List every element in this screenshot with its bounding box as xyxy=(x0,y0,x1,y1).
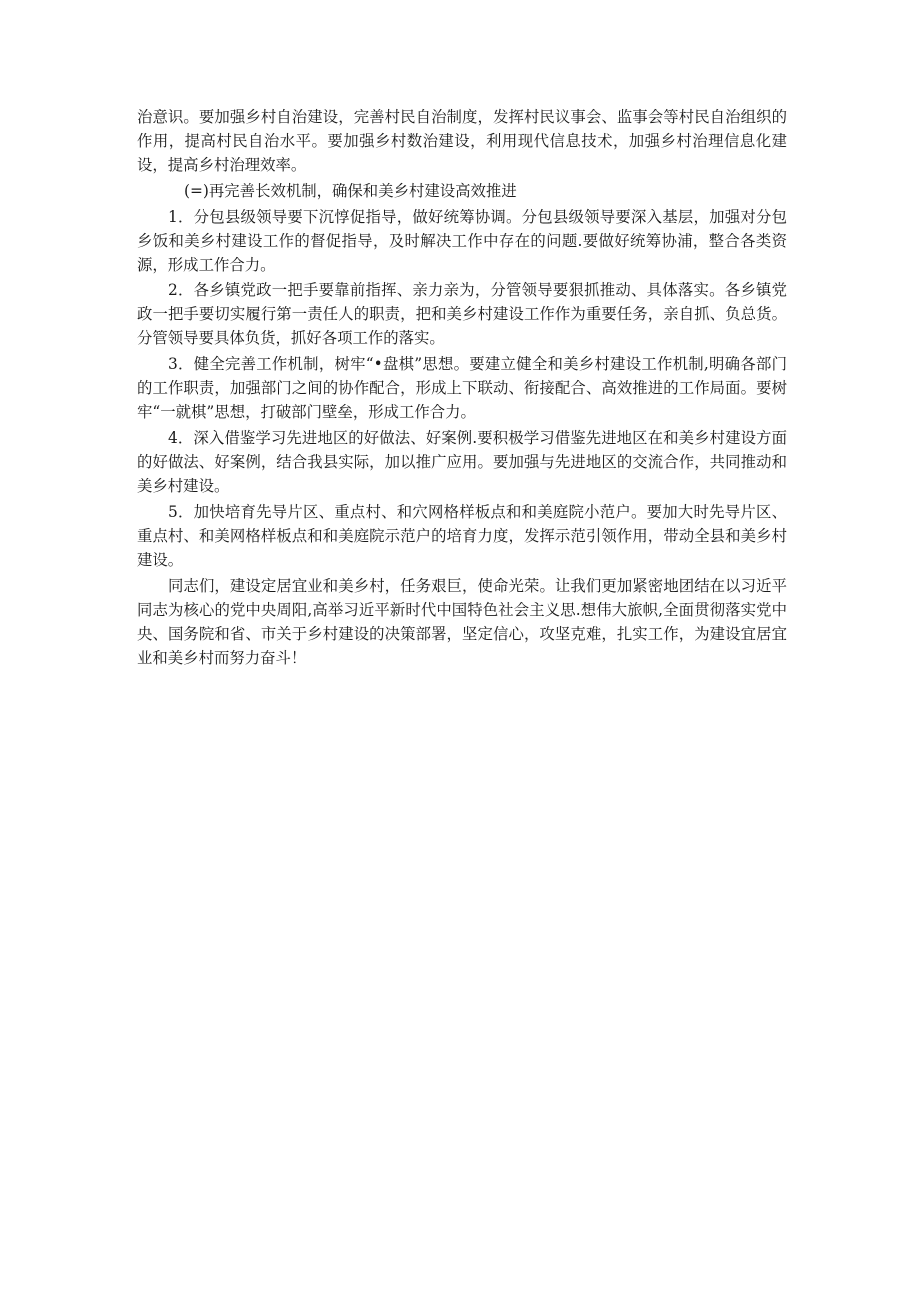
paragraph-closing: 同志们，建设定居宜业和美乡村，任务艰巨，使命光荣。让我们更加紧密地团结在以习近平同志为核心的党中央周阳,高举习近平新时代中国特色社会主义思.想伟大旅帜,全面贯彻落实党中央、国务院和省、市关于乡村建设的决策部署，坚定信心，攻坚克难，扎实工作，为建设宜居宜业和美乡村而努力奋斗！ xyxy=(137,576,787,667)
section-heading: (=)再完善长效机制，确保和美乡村建设高效推进 xyxy=(184,181,517,200)
paragraph-item-1: 1．分包县级领导要下沉惇促指导，做好统筹协调。分包县级领导要深入基层，加强对分包乡饭和美乡村建设工作的督促指导，及时解决工作中存在的问题.要做好统筹协浦，整合各类资源，形成工作合力。 xyxy=(137,207,787,274)
paragraph-item-5: 5．加快培育先导片区、重点村、和穴网格样板点和和美庭院小范户。要加大时先导片区、重点村、和美网格样板点和和美庭院示范户的培育力度，发挥示范引领作用，带动全县和美乡村建设。 xyxy=(137,502,787,569)
paragraph-item-4: 4．深入借鉴学习先进地区的好做法、好案例.要积极学习借鉴先进地区在和美乡村建设方面的好做法、好案例，结合我县实际，加以推广应用。要加强与先进地区的交流合作，共同推动和美乡村建设。 xyxy=(137,428,787,495)
document-body xyxy=(137,105,787,671)
paragraph-continuation: 治意识。要加强乡村自治建设，完善村民自治制度，发挥村民议事会、监事会等村民自治组织的作用，提高村民自治水平。要加强乡村数治建设，利用现代信息技术，加强乡村治理信息化建设，提高乡村治理效率。 xyxy=(137,108,787,174)
paragraph-item-2: 2．各乡镇党政一把手要靠前指挥、亲力亲为，分管领导要狠抓推动、具体落实。各乡镇党政一把手要切实履行第一责任人的职责，把和美乡村建设工作作为重要任务，亲自抓、负总货。分管领导要具体负货，抓好各项工作的落实。 xyxy=(137,281,787,348)
paragraph-item-3: 3．健全完善工作机制，树牢“•盘棋”思想。要建立健全和美乡村建设工作机制,明确各部门的工作职责，加强部门之间的协作配合，形成上下联动、衔接配合、高效推进的工作局面。要树牢“一就棋”思想，打破部门壁垒，形成工作合力。 xyxy=(137,355,787,422)
